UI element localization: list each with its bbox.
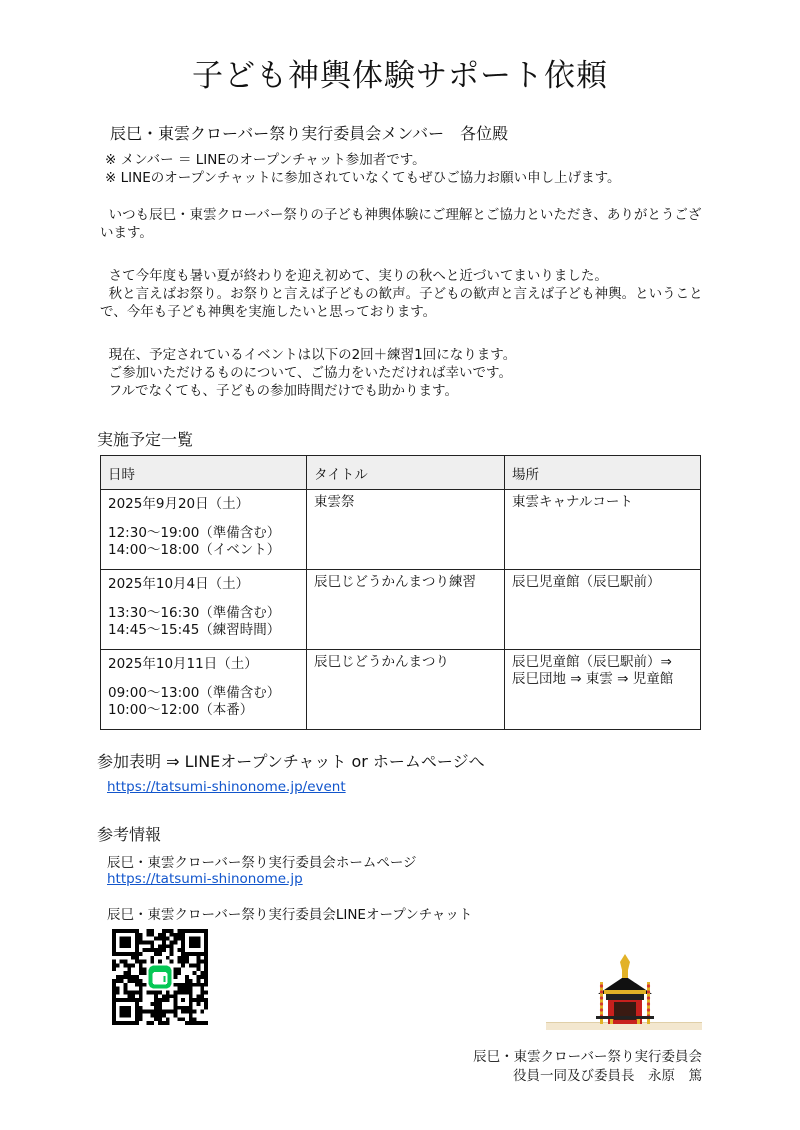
cell-title: 辰巳じどうかんまつり	[307, 650, 505, 730]
event-date: 2025年9月20日（土）	[108, 496, 250, 512]
event-time: 14:45〜15:45（練習時間）	[108, 622, 281, 638]
signature-committee: 辰巳・東雲クローバー祭り実行委員会	[473, 1049, 702, 1065]
qr-code-icon[interactable]	[112, 929, 208, 1025]
join-heading: 参加表明 ⇒ LINEオープンチャット or ホームページへ	[97, 752, 485, 771]
event-date: 2025年10月4日（土）	[108, 576, 250, 592]
mikoshi-illustration	[546, 950, 702, 1030]
paragraph-season: さて今年度も暑い夏が終わりを迎え初めて、実りの秋へと近づいてまいりました。 秋と言えばお祭り。お祭りと言えば子どもの歓声。子どもの歓声と言えば子ども神輿。ということで、今年も子ども神輿を実施したいと思っております。	[100, 268, 703, 320]
cell-datetime	[101, 650, 307, 730]
paragraph-events: 現在、予定されているイベントは以下の2回＋練習1回になります。 ご参加いただけるものについて、ご協力をいただければ幸いです。 フルでなくても、子どもの参加時間だけでも助かります。	[108, 347, 517, 399]
cell-place: 辰巳児童館（辰巳駅前）⇒ 辰巳団地 ⇒ 東雲 ⇒ 児童館	[505, 650, 701, 730]
schedule-heading: 実施予定一覧	[97, 430, 194, 449]
table-header-row	[101, 456, 701, 490]
line-logo-icon	[147, 964, 174, 991]
cell-title: 辰巳じどうかんまつり練習	[307, 570, 505, 650]
paragraph-greeting: いつも辰巳・東雲クローバー祭りの子ども神輿体験にご理解とご協力といただき、ありがとうございます。	[100, 207, 702, 241]
homepage-label: 辰巳・東雲クローバー祭り実行委員会ホームページ	[107, 855, 417, 871]
homepage-link[interactable]: https://tatsumi-shinonome.jp	[107, 871, 303, 887]
event-time: 12:30〜19:00（準備含む）	[108, 525, 281, 541]
event-date: 2025年10月11日（土）	[108, 656, 258, 672]
event-time: 13:30〜16:30（準備含む）	[108, 605, 281, 621]
event-link[interactable]: https://tatsumi-shinonome.jp/event	[107, 779, 346, 795]
notes	[105, 151, 710, 187]
line-openchat-label: 辰巳・東雲クローバー祭り実行委員会LINEオープンチャット	[107, 907, 473, 923]
event-time: 10:00〜12:00（本番）	[108, 702, 254, 718]
note-line: ※ LINEのオープンチャットに参加されていなくてもぜひご協力お願い申し上げます。	[105, 170, 621, 186]
schedule-table	[100, 455, 701, 730]
event-time: 09:00〜13:00（準備含む）	[108, 685, 281, 701]
cell-title: 東雲祭	[307, 490, 505, 570]
column-header-datetime: 日時	[101, 456, 307, 490]
reference-heading: 参考情報	[97, 825, 162, 844]
column-header-title: タイトル	[307, 456, 505, 490]
table-row	[101, 650, 701, 730]
event-time: 14:00〜18:00（イベント）	[108, 542, 281, 558]
signature-chair: 役員一同及び委員長 永原 篤	[513, 1068, 702, 1084]
page-title: 子ども神輿体験サポート依頼	[192, 58, 608, 94]
cell-place: 辰巳児童館（辰巳駅前）	[505, 570, 701, 650]
addressee: 辰巳・東雲クローバー祭り実行委員会メンバー 各位殿	[110, 124, 509, 143]
cell-datetime	[101, 570, 307, 650]
cell-datetime	[101, 490, 307, 570]
column-header-place: 場所	[505, 456, 701, 490]
table-row	[101, 570, 701, 650]
note-line: ※ メンバー ＝ LINEのオープンチャット参加者です。	[105, 152, 426, 168]
table-row	[101, 490, 701, 570]
cell-place: 東雲キャナルコート	[505, 490, 701, 570]
